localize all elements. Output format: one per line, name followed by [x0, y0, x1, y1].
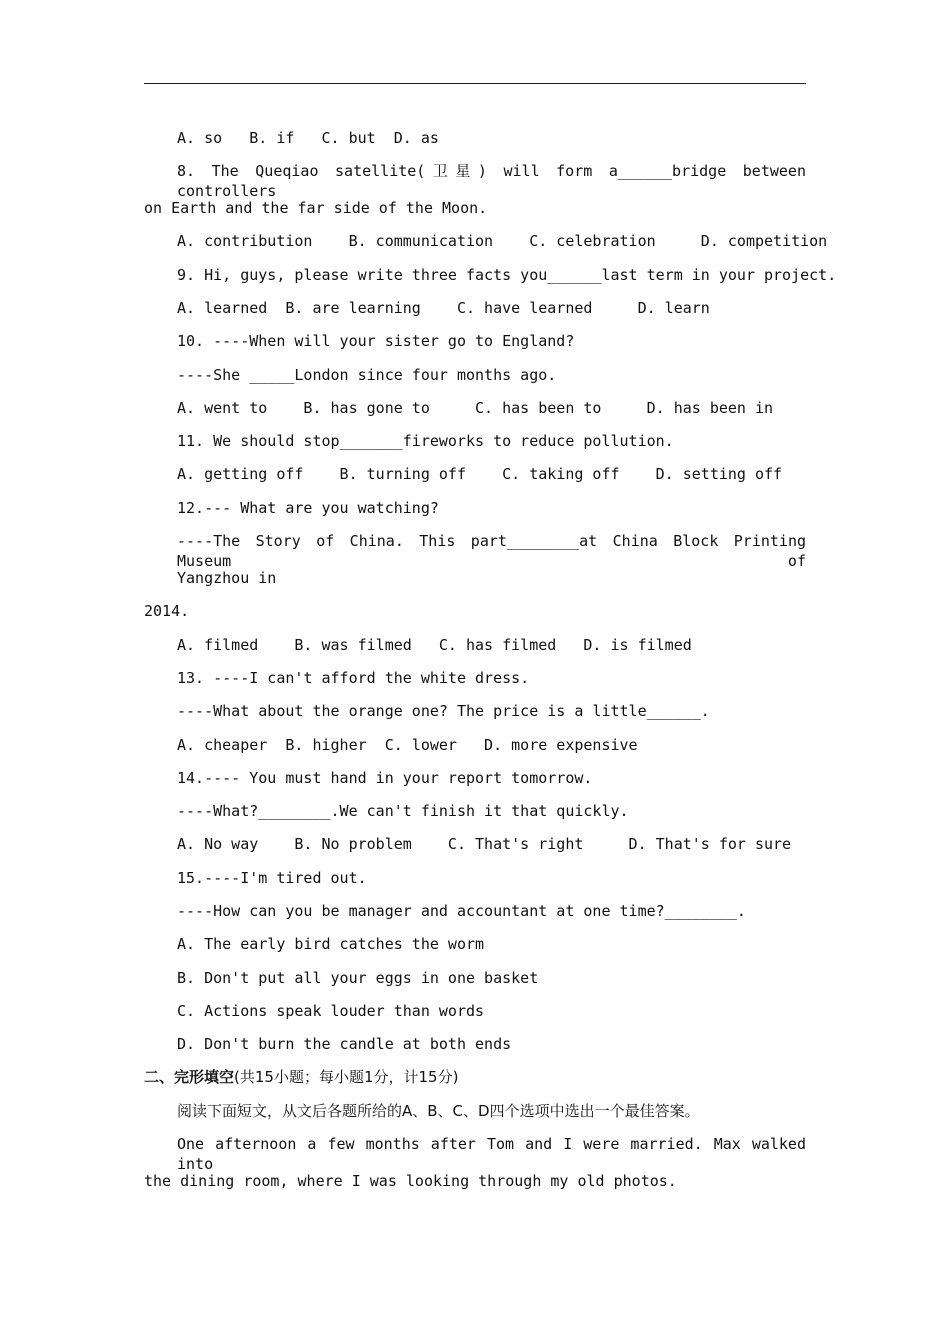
- q12-stem: 12.--- What are you watching?: [177, 499, 439, 517]
- q14-stem: 14.---- You must hand in your report tomorrow.: [177, 769, 593, 787]
- q14-response: ----What?________.We can't finish it that quickly.: [177, 802, 629, 820]
- q12-response: ----The Story of China. This part________at China Block Printing Museum of: [177, 532, 806, 570]
- q13-stem: 13. ----I can't afford the white dress.: [177, 669, 530, 687]
- q10-response: ----She _____London since four months ago.: [177, 366, 557, 384]
- q15-stem: 15.----I'm tired out.: [177, 869, 367, 887]
- q9-options: A. learned B. are learning C. have learned D. learn: [177, 299, 710, 317]
- q11-options: A. getting off B. turning off C. taking off D. setting off: [177, 465, 783, 483]
- section-heading: [144, 1067, 458, 1087]
- q12-options: A. filmed B. was filmed C. has filmed D. is filmed: [177, 636, 692, 654]
- section-note: (共15小题；每小题1分，计15分): [234, 1068, 459, 1086]
- q13-response: ----What about the orange one? The price is a little______.: [177, 702, 710, 720]
- header-rule: [144, 83, 806, 84]
- q14-options: A. No way B. No problem C. That's right D. That's for sure: [177, 835, 792, 853]
- q12-response-year: 2014.: [144, 602, 190, 620]
- q13-options: A. cheaper B. higher C. lower D. more expensive: [177, 736, 638, 754]
- q15-response: ----How can you be manager and accountant at one time?________.: [177, 902, 746, 920]
- q8-options: A. contribution B. communication C. celebration D. competition: [177, 232, 828, 250]
- q10-options: A. went to B. has gone to C. has been to D. has been in: [177, 399, 774, 417]
- section-title: 完形填空: [174, 1068, 235, 1086]
- q11-stem: 11. We should stop_______fireworks to reduce pollution.: [177, 432, 674, 450]
- q15-option-b: B. Don't put all your eggs in one basket: [177, 969, 539, 987]
- q15-option-c: C. Actions speak louder than words: [177, 1002, 485, 1020]
- q9-stem: 9. Hi, guys, please write three facts you______last term in your project.: [177, 266, 837, 284]
- passage-line-1: One afternoon a few months after Tom and I were married. Max walked into: [177, 1135, 806, 1173]
- q10-stem: 10. ----When will your sister go to England?: [177, 332, 575, 350]
- section-instruction: 阅读下面短文，从文后各题所给的A、B、C、D四个选项中选出一个最佳答案。: [177, 1102, 700, 1120]
- passage-line-2: the dining room, where I was looking through my old photos.: [144, 1172, 677, 1190]
- q12-response-cont: Yangzhou in: [177, 569, 277, 587]
- q8-stem-cont: on Earth and the far side of the Moon.: [144, 199, 488, 217]
- q15-option-d: D. Don't burn the candle at both ends: [177, 1035, 512, 1053]
- q15-option-a: A. The early bird catches the worm: [177, 935, 485, 953]
- q8-stem: 8. The Queqiao satellite(卫星) will form a______bridge between controllers: [177, 162, 806, 200]
- q7-options: A. so B. if C. but D. as: [177, 129, 439, 147]
- section-number: 二、: [144, 1068, 175, 1086]
